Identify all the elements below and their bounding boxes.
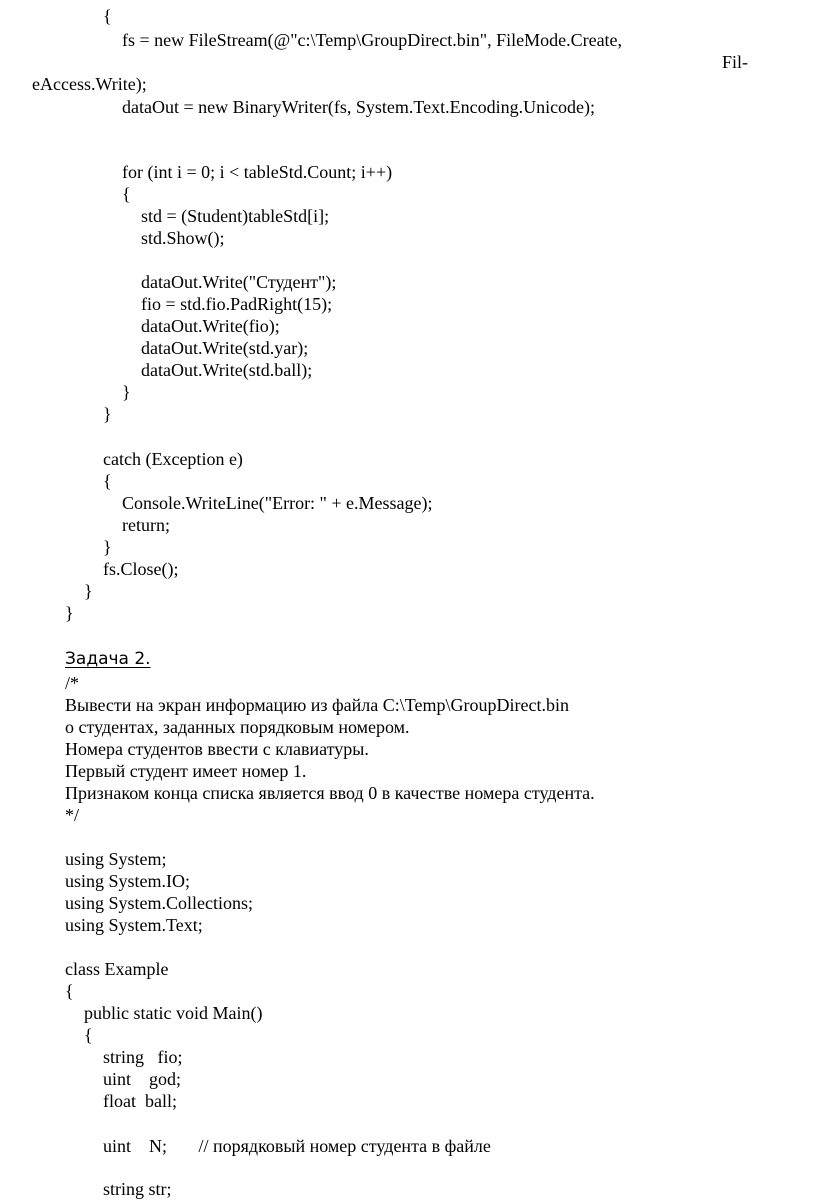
code-line: using System.IO; xyxy=(65,871,191,891)
section-heading: Задача 2. xyxy=(65,649,151,669)
code-line: } xyxy=(103,404,112,424)
code-line: float ball; xyxy=(103,1091,177,1111)
code-line: string str; xyxy=(103,1179,172,1199)
comment-line: /* xyxy=(65,673,80,693)
code-line: catch (Exception e) xyxy=(103,449,243,469)
code-line: dataOut = new BinaryWriter(fs, System.Text.Encoding.Unicode); xyxy=(122,97,596,117)
comment-line: Вывести на экран информацию из файла C:\Temp\GroupDirect.bin xyxy=(65,695,569,715)
code-line: { xyxy=(65,981,74,1001)
code-line: Console.WriteLine("Error: " + e.Message); xyxy=(122,493,433,513)
code-line: dataOut.Write(std.yar); xyxy=(141,338,309,358)
code-line: dataOut.Write(std.ball); xyxy=(141,360,313,380)
comment-line: Номера студентов ввести с клавиатуры. xyxy=(65,739,369,759)
code-line: dataOut.Write("Студент"); xyxy=(141,272,337,292)
code-line: dataOut.Write(fio); xyxy=(141,316,280,336)
code-line: Fil- xyxy=(722,52,749,72)
code-line: { xyxy=(103,6,112,26)
code-line: using System; xyxy=(65,849,167,869)
code-line: for (int i = 0; i < tableStd.Count; i++) xyxy=(122,162,393,182)
code-line: } xyxy=(122,382,131,402)
comment-line: */ xyxy=(65,805,80,825)
code-line: return; xyxy=(122,515,170,535)
code-line: fs = new FileStream(@"c:\Temp\GroupDirect.bin", FileMode.Create, xyxy=(122,30,623,50)
comment-line: о студентах, заданных порядковым номером. xyxy=(65,717,410,737)
code-line: { xyxy=(122,184,131,204)
code-line: fio = std.fio.PadRight(15); xyxy=(141,294,333,314)
code-line: class Example xyxy=(65,959,169,979)
code-line: } xyxy=(103,537,112,557)
code-line: std = (Student)tableStd[i]; xyxy=(141,206,330,226)
comment-line: Признаком конца списка является ввод 0 в качестве номера студента. xyxy=(65,783,595,803)
comment-line: Первый студент имеет номер 1. xyxy=(65,761,307,781)
code-line: { xyxy=(103,471,112,491)
code-line: string fio; xyxy=(103,1047,183,1067)
code-line: } xyxy=(65,603,74,623)
code-line: { xyxy=(84,1025,93,1045)
code-line: fs.Close(); xyxy=(103,559,179,579)
code-line: uint god; xyxy=(103,1069,182,1089)
code-line: } xyxy=(84,581,93,601)
code-line: uint N; // порядковый номер студента в файле xyxy=(103,1136,491,1156)
code-line: eAccess.Write); xyxy=(32,74,147,94)
code-line: std.Show(); xyxy=(141,228,225,248)
code-line: using System.Collections; xyxy=(65,893,254,913)
code-line: using System.Text; xyxy=(65,915,203,935)
code-line: public static void Main() xyxy=(84,1003,263,1023)
